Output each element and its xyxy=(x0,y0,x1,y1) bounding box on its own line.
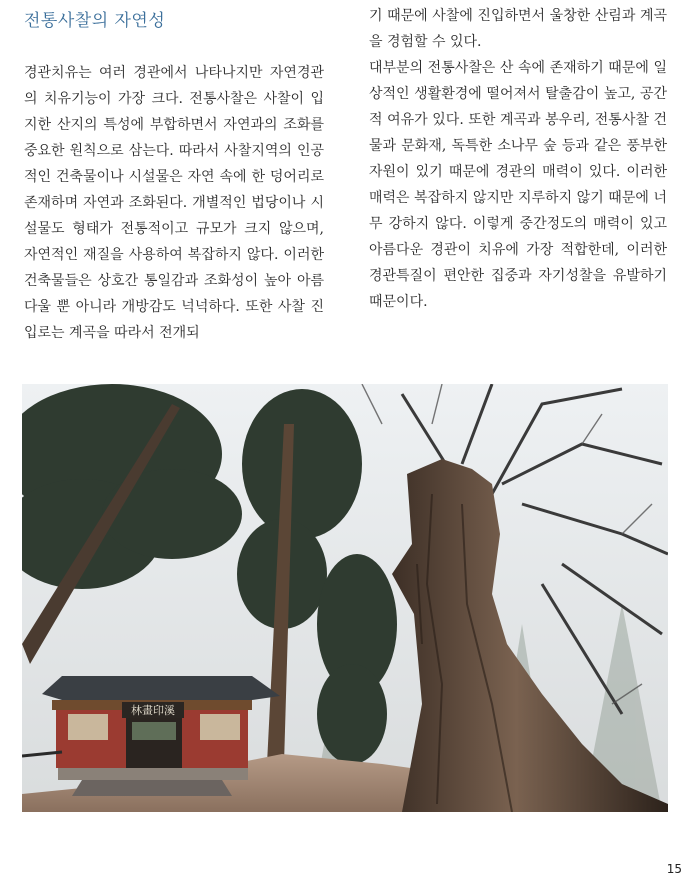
left-paragraph: 경관치유는 여러 경관에서 나타나지만 자연경관의 치유기능이 가장 크다. 전통사찰은 사찰이 입지한 산지의 특성에 부합하면서 자연과의 조화를 중요한 원칙으로 삼는다. 따라서 사찰지역의 인공적인 건축물이나 시설물은 자연 속에 한 덩어리로 존재하며 자연과 조화된다. 개별적인 법당이나 시설물도 형태가 전통적이고 규모가 크지 않으며, 자연적인 재질을 사용하여 복잡하지 않다. 이러한 건축물들은 상호간 통일감과 조화성이 높아 아름다울 뿐 아니라 개방감도 넉넉하다. 또한 사찰 진입로는 계곡을 따라서 전개되 xyxy=(24,65,324,341)
signboard-text: 林畫印溪 xyxy=(131,704,175,717)
page-number: 15 xyxy=(666,862,682,876)
right-paragraph-2: 대부분의 전통사찰은 산 속에 존재하기 때문에 일상적인 생활환경에 떨어져서 탈출감이 높고, 공간적 여유가 있다. 또한 계곡과 봉우리, 전통사찰 건물과 문화재, 독특한 소나무 숲 등과 같은 풍부한 자원이 있기 때문에 경관의 매력이 있다. 이러한 매력은 복잡하지 않지만 지루하지 않기 때문에 너무 강하지 않다. 이렇게 중간정도의 매력이 있고 아름다운 경관이 치유에 가장 적합한데, 이러한 경관특질이 편안한 집중과 자기성찰을 유발하기 때문이다. xyxy=(369,60,667,310)
right-paragraph-1: 기 때문에 사찰에 진입하면서 울창한 산림과 계곡을 경험할 수 있다. xyxy=(369,8,667,50)
temple-building xyxy=(42,676,280,796)
right-column xyxy=(369,3,667,315)
temple-photo xyxy=(22,384,668,812)
section-title: 전통사찰의 자연성 xyxy=(24,11,166,31)
left-column xyxy=(24,60,324,346)
